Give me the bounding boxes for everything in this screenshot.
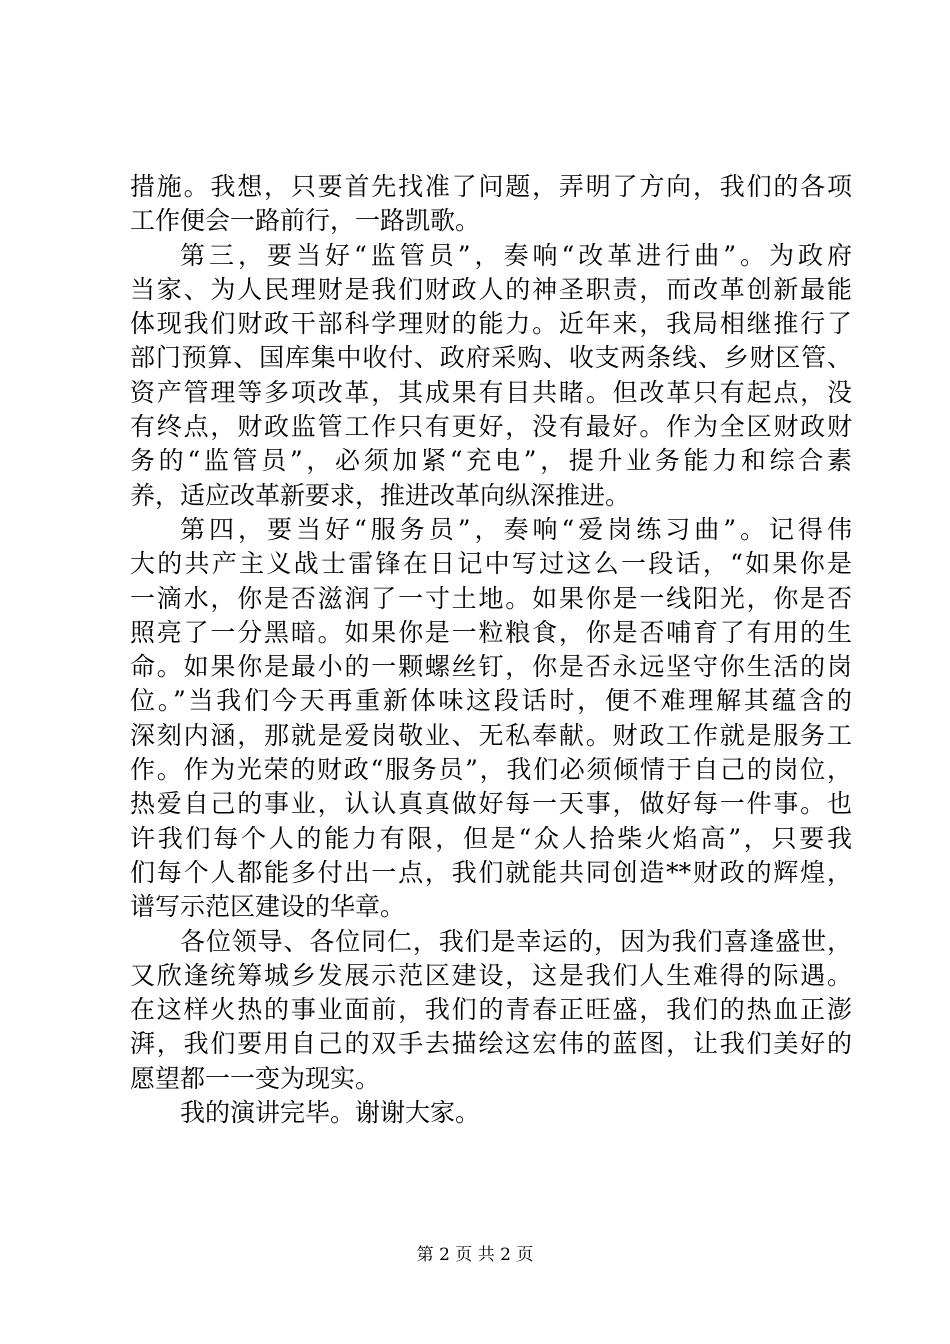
text-line: 湃，我们要用自己的双手去描绘这宏伟的蓝图，让我们美好的 [130,1029,852,1059]
text-line: 工作便会一路前行，一路凯歌。 [130,206,481,236]
text-line: 一滴水，你是否滋润了一寸土地。如果你是一线阳光，你是否 [130,583,852,613]
text-line: 愿望都一一变为现实。 [130,1063,381,1093]
text-line: 命。如果你是最小的一颗螺丝钉，你是否永远坚守你生活的岗 [130,652,852,682]
text-line: 务的“监管员”，必须加紧“充电”，提升业务能力和综合素 [130,446,852,476]
text-line: 我的演讲完毕。谢谢大家。 [180,1098,481,1128]
text-line: 部门预算、国库集中收付、政府采购、收支两条线、乡财区管、 [130,343,852,373]
text-line: 位。”当我们今天再重新体味这段话时，便不难理解其蕴含的 [130,686,852,716]
document-body [130,170,852,1130]
text-line: 又欣逢统筹城乡发展示范区建设，这是我们人生难得的际遇。 [130,960,852,990]
text-line: 在这样火热的事业面前，我们的青春正旺盛，我们的热血正澎 [130,995,852,1025]
text-line: 体现我们财政干部科学理财的能力。近年来，我局相继推行了 [130,309,852,339]
text-line: 深刻内涵，那就是爱岗敬业、无私奉献。财政工作就是服务工 [130,720,852,750]
text-line: 措施。我想，只要首先找准了问题，弄明了方向，我们的各项 [130,172,852,201]
text-line: 照亮了一分黑暗。如果你是一粒粮食，你是否哺育了有用的生 [130,617,852,647]
text-line: 当家、为人民理财是我们财政人的神圣职责，而改革创新最能 [130,274,852,304]
text-line: 第四，要当好“服务员”，奏响“爱岗练习曲”。记得伟 [180,514,852,544]
page-footer: 第 2 页 共 2 页 [416,1245,534,1265]
text-line: 们每个人都能多付出一点，我们就能共同创造**财政的辉煌， [130,857,852,887]
text-line: 大的共产主义战士雷锋在日记中写过这么一段话，“如果你是 [130,549,852,579]
text-line: 作。作为光荣的财政“服务员”，我们必须倾情于自己的岗位， [130,755,852,785]
text-line: 许我们每个人的能力有限，但是“众人拾柴火焰高”，只要我 [130,823,852,853]
text-line: 有终点，财政监管工作只有更好，没有最好。作为全区财政财 [130,412,852,442]
text-line: 资产管理等多项改革，其成果有目共睹。但改革只有起点，没 [130,377,852,407]
text-line: 谱写示范区建设的华章。 [130,892,406,922]
text-line: 热爱自己的事业，认认真真做好每一天事，做好每一件事。也 [130,789,852,819]
text-line: 第三，要当好“监管员”，奏响“改革进行曲”。为政府 [180,240,852,270]
text-line: 各位领导、各位同仁，我们是幸运的，因为我们喜逢盛世， [180,926,852,956]
text-line: 养，适应改革新要求，推进改革向纵深推进。 [130,480,631,510]
